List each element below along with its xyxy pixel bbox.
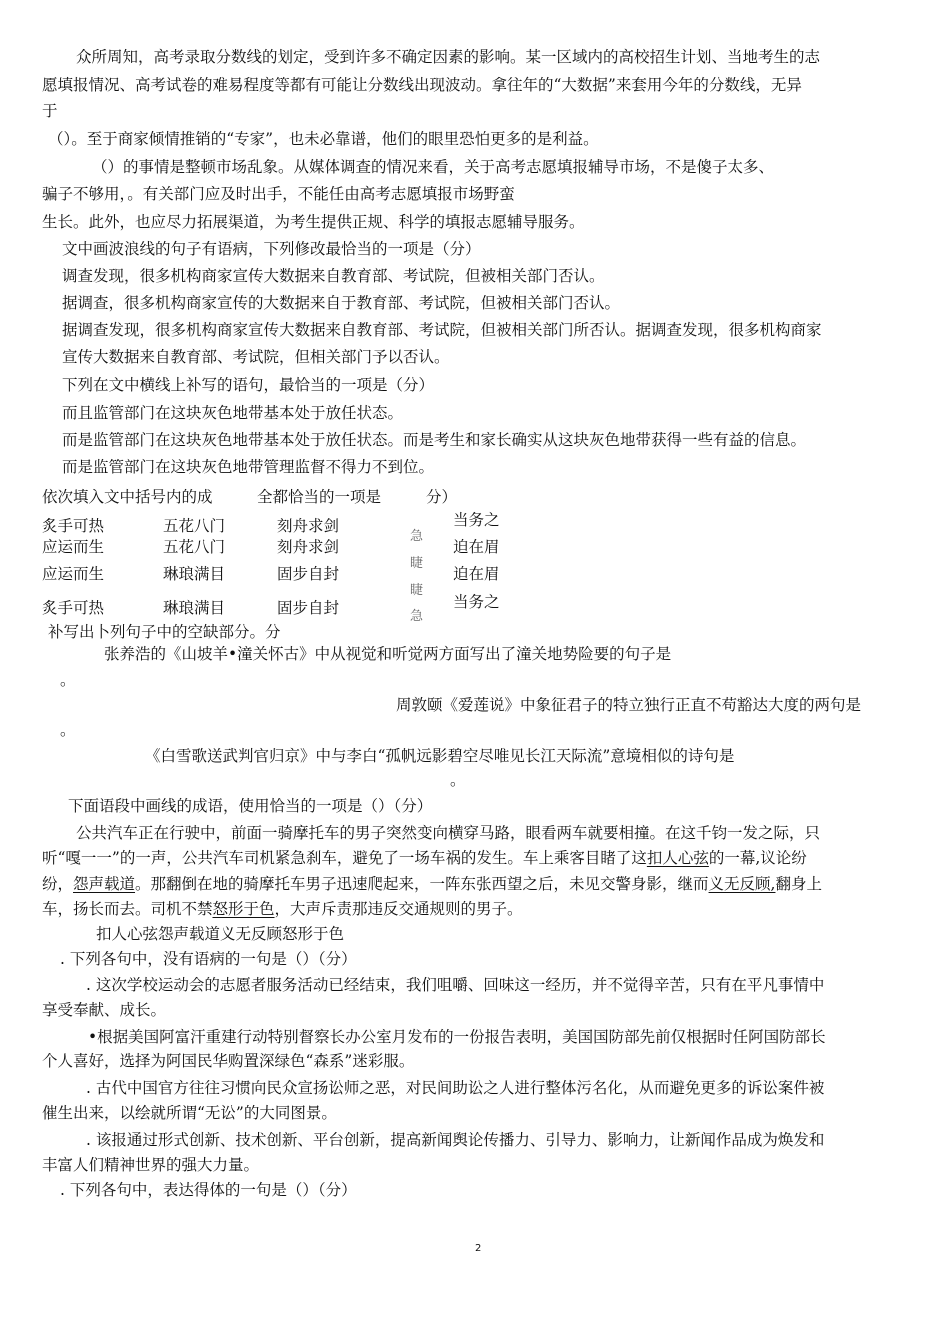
q6-option-c-line-1: . 古代中国官方往往习惯向民众宣扬讼师之恶，对民间助讼之人进行整体污名化，从而避免更多的诉讼案件被 (86, 1079, 825, 1097)
q3-row-3-col-4: 迫在眉 (453, 565, 500, 583)
q3-row-2-col-1: 应运而生 (42, 538, 105, 556)
q6-option-a-line-1: . 这次学校运动会的志愿者服务活动已经结束，我们咀嚼、回味这一经历，并不觉得辛苦，只有在平凡事情中 (86, 976, 825, 994)
q3-row-1-col-1: 炙手可热 (42, 517, 105, 535)
q1-option-c-line-1: 据调查发现，很多机构商家宣传大数据来自教育部、考试院，但被相关部门所否认。据调查发现，很多机构商家 (62, 321, 822, 339)
passage-line-7: 生长。此外，也应尽力拓展渠道，为考生提供正规、科学的填报志愿辅导服务。 (42, 213, 585, 231)
q4-item-3-end: 。 (450, 771, 466, 789)
q5-passage-line-4 (42, 899, 523, 919)
passage-line-1: 众所周知，高考录取分数线的划定，受到许多不确定因素的影响。某一区域内的高校招生计划、当地考生的志 (76, 48, 821, 66)
q2-option-b: 而是监管部门在这块灰色地带基本处于放任状态。而是考生和家长确实从这块灰色地带获得一些有益的信息。 (62, 431, 807, 449)
passage-line-4: （）。至于商家倾情推销的“专家”，也未必靠谱，他们的眼里恐怕更多的是利益。 (48, 130, 599, 148)
q5-passage-line-1: 公共汽车正在行驶中，前面一骑摩托车的男子突然变向横穿马路，眼看两车就要相撞。在这千钧一发之际，只 (76, 824, 821, 842)
q6-option-d-line-1: . 该报通过形式创新、技术创新、平台创新，提高新闻舆论传播力、引导力、影响力，让新闻作品成为焕发和 (86, 1131, 825, 1149)
q5-underlined-idiom: 怒形于色 (212, 900, 275, 918)
q6-option-b-line-2: 个人喜好，选择为阿国民华购置深绿色“森系”迷彩服。 (42, 1052, 415, 1070)
q3-row-2-col-2: 五花八门 (163, 538, 226, 556)
q2-option-c: 而是监管部门在这块灰色地带管理监督不得力不到位。 (62, 458, 435, 476)
q5-passage-line-2 (42, 848, 807, 868)
q6-option-b-line-1: •根据美国阿富汗重建行动特别督察长办公室月发布的一份报告表明，美国国防部先前仅根据时任阿国防部长 (88, 1028, 826, 1046)
passage-line-3: 于 (42, 102, 58, 120)
q3-row-3-col-3: 固步自封 (277, 565, 340, 583)
q5-text: 翻身上 (775, 875, 822, 893)
q3-fragment-char: 睫 (410, 583, 424, 598)
q1-stem: 文中画波浪线的句子有语病，下列修改最恰当的一项是（分） (62, 240, 481, 258)
q6-stem: . 下列各句中，没有语病的一句是（）（分） (60, 950, 357, 968)
q5-options: 扣人心弦怨声载道义无反顾怒形于色 (96, 925, 345, 943)
q3-row-4-col-3: 固步自封 (277, 599, 340, 617)
q1-option-c-line-2: 宣传大数据来自教育部、考试院，但相关部门予以否认。 (62, 348, 450, 366)
q6-option-a-line-2: 享受奉献、成长。 (42, 1001, 167, 1019)
q3-fragment-char: 睫 (410, 556, 424, 571)
q3-row-1-col-2: 五花八门 (163, 517, 226, 535)
q2-option-a: 而且监管部门在这块灰色地带基本处于放任状态。 (62, 404, 404, 422)
q3-stem-part-1: 依次填入文中括号内的成 (42, 488, 213, 506)
q6-option-d-line-2: 丰富人们精神世界的强大力量。 (42, 1156, 260, 1174)
q3-fragment-char: 急 (410, 529, 424, 544)
q5-text: 。那翻倒在地的骑摩托车男子迅速爬起来，一阵东张西望之后，未见交警身影，继而 (135, 875, 709, 893)
q3-stem-part-3: 分） (426, 488, 458, 506)
q1-option-a: 调查发现，很多机构商家宣传大数据来自教育部、考试院，但被相关部门否认。 (62, 267, 605, 285)
q4-item-2-end: 。 (60, 721, 76, 739)
q3-row-4-col-4: 当务之 (453, 593, 500, 611)
q5-text: ，大声斥责那违反交通规则的男子。 (274, 900, 523, 918)
q3-row-1-col-3: 刻舟求剑 (277, 517, 340, 535)
q1-option-b: 据调查，很多机构商家宣传的大数据来自于教育部、考试院，但被相关部门否认。 (62, 294, 621, 312)
q5-underlined-idiom: 扣人心弦 (646, 849, 709, 867)
q4-stem: 补写出卜列句子中的空缺部分。分 (48, 623, 281, 641)
q3-row-2-col-3: 刻舟求剑 (277, 538, 340, 556)
q7-stem: . 下列各句中，表达得体的一句是（）（分） (60, 1181, 357, 1199)
q5-text: 听“嘎一一”的一声，公共汽车司机紧急刹车，避免了一场车祸的发生。车上乘客目睹了这 (42, 849, 647, 867)
passage-line-5: （）的事情是整顿市场乱象。从媒体调查的情况来看，关于高考志愿填报辅导市场，不是傻子太多、 (92, 158, 775, 176)
q5-underlined-idiom: 义无反顾, (708, 875, 776, 893)
q4-item-1: 张养浩的《山坡羊•潼关怀古》中从视觉和听觉两方面写出了潼关地势险要的句子是 (104, 645, 672, 663)
q5-text: 车，扬长而去。司机不禁 (42, 900, 213, 918)
q5-underlined-idiom: 怨声载道 (73, 875, 136, 893)
q5-text: 的一幕,议论纷 (708, 849, 807, 867)
q3-fragment-char: 急 (410, 609, 424, 624)
page-number: 2 (475, 1243, 482, 1254)
q3-row-3-col-2: 琳琅满目 (163, 565, 226, 583)
q2-stem: 下列在文中横线上补写的语句，最恰当的一项是（分） (62, 376, 435, 394)
q3-stem-part-2: 全都恰当的一项是 (257, 488, 382, 506)
q5-text: 纷， (42, 875, 74, 893)
q5-stem: 下面语段中画线的成语，使用恰当的一项是（）（分） (68, 797, 433, 815)
q3-row-2-col-4: 迫在眉 (453, 538, 500, 556)
q3-row-1-col-4: 当务之 (453, 511, 500, 529)
q5-passage-line-3 (42, 874, 822, 894)
q3-row-4-col-2: 琳琅满目 (163, 599, 226, 617)
q6-option-c-line-2: 催生出来，以绘就所谓“无讼”的大同图景。 (42, 1104, 337, 1122)
passage-line-6: 骗子不够用，。有关部门应及时出手，不能任由高考志愿填报市场野蛮 (42, 185, 515, 203)
q4-item-1-end: 。 (60, 671, 76, 689)
q3-row-3-col-1: 应运而生 (42, 565, 105, 583)
passage-line-2: 愿填报情况、高考试卷的难易程度等都有可能让分数线出现波动。拿往年的“大数据”来套用今年的分数线，无异 (42, 76, 802, 94)
q4-item-2: 周敦颐《爱莲说》中象征君子的特立独行正直不苟豁达大度的两句是 (396, 696, 862, 714)
q3-row-4-col-1: 炙手可热 (42, 599, 105, 617)
q4-item-3: 《白雪歌送武判官归京》中与李白“孤帆远影碧空尽唯见长江天际流”意境相似的诗句是 (145, 747, 735, 765)
